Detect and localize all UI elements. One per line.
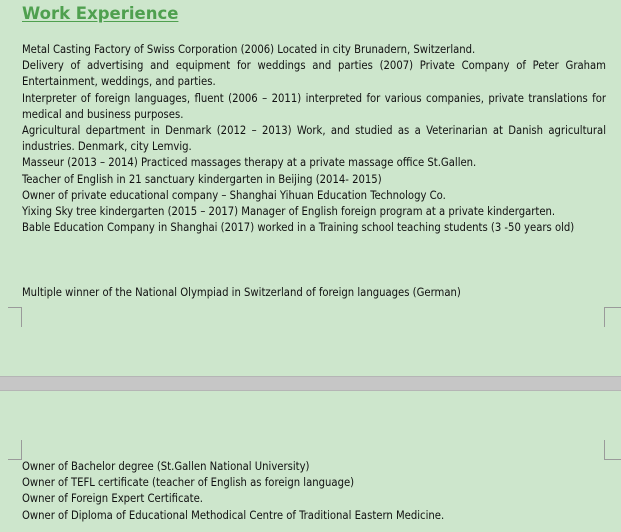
experience-item: Masseur (2013 – 2014) Practiced massages therapy at a private massage office St.Gallen.: [22, 156, 477, 170]
crop-mark-top-left: [8, 307, 22, 327]
section-heading-work-experience: Work Experience: [22, 4, 179, 23]
qualification-item: Owner of Diploma of Educational Methodical Centre of Traditional Eastern Medicine.: [22, 508, 445, 522]
experience-list: [22, 42, 606, 236]
crop-mark-bottom-right: [604, 440, 621, 460]
award-line: Multiple winner of the National Olympiad in Switzerland of foreign languages (German): [22, 286, 461, 299]
qualifications-list: [22, 459, 606, 524]
crop-mark-bottom-left: [8, 440, 22, 460]
experience-item: Owner of private educational company – Shanghai Yihuan Education Technology Co.: [22, 188, 446, 202]
page-break-gap: [0, 376, 621, 391]
crop-mark-top-right: [604, 307, 621, 327]
experience-item: Yixing Sky tree kindergarten (2015 – 2017) Manager of English foreign program at a private kindergarten.: [22, 205, 556, 219]
experience-item: Bable Education Company in Shanghai (2017) worked in a Training school teaching students (3 -50 years old): [22, 221, 575, 235]
experience-item: Interpreter of foreign languages, fluent (2006 – 2011) interpreted for various companies, private translations for medical and business purposes.: [22, 91, 606, 121]
qualification-item: Owner of Foreign Expert Certificate.: [22, 492, 203, 506]
experience-item: Metal Casting Factory of Swiss Corporation (2006) Located in city Brunadern, Switzerland.: [22, 43, 476, 56]
experience-item: Teacher of English in 21 sanctuary kindergarten in Beijing (2014- 2015): [22, 172, 382, 186]
experience-item: Delivery of advertising and equipment for weddings and parties (2007) Private Company of Peter Graham Entertainment, weddings, and parties.: [22, 59, 606, 89]
qualification-item: Owner of TEFL certificate (teacher of English as foreign language): [22, 476, 355, 490]
qualification-item: Owner of Bachelor degree (St.Gallen National University): [22, 460, 310, 473]
experience-item: Agricultural department in Denmark (2012 – 2013) Work, and studied as a Veterinarian at Danish agricultural industries. Denmark, city Lemvig.: [22, 124, 606, 154]
